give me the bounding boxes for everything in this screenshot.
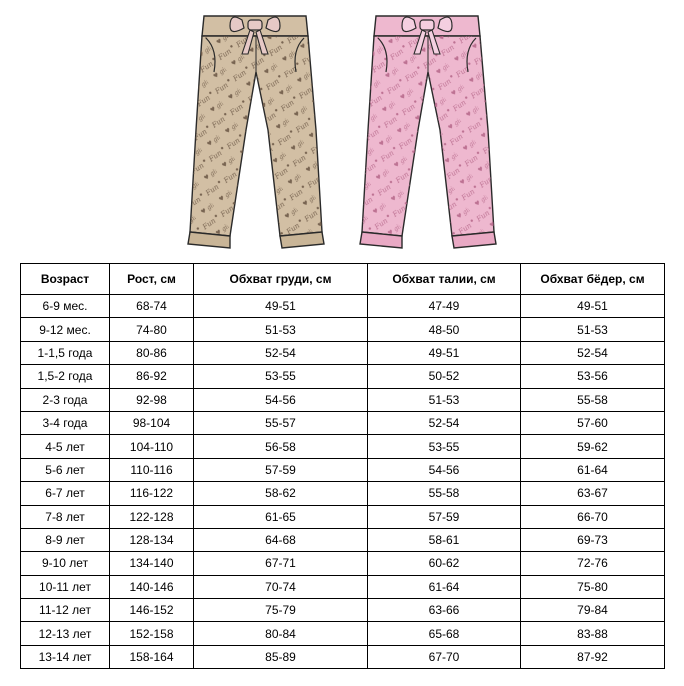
cell-height: 86-92 bbox=[110, 365, 194, 388]
cell-waist: 60-62 bbox=[368, 552, 521, 575]
table-row bbox=[21, 458, 665, 481]
table-row bbox=[21, 411, 665, 434]
cell-height: 74-80 bbox=[110, 318, 194, 341]
cell-height: 140-146 bbox=[110, 575, 194, 598]
table-row bbox=[21, 435, 665, 458]
cell-age: 5-6 лет bbox=[21, 458, 110, 481]
cell-waist: 63-66 bbox=[368, 599, 521, 622]
cell-height: 122-128 bbox=[110, 505, 194, 528]
cell-hips: 63-67 bbox=[521, 482, 665, 505]
cell-hips: 57-60 bbox=[521, 411, 665, 434]
cell-hips: 79-84 bbox=[521, 599, 665, 622]
pink-pants-icon bbox=[356, 10, 501, 255]
cell-hips: 53-56 bbox=[521, 365, 665, 388]
table-row bbox=[21, 552, 665, 575]
cell-chest: 51-53 bbox=[194, 318, 368, 341]
table-header-row bbox=[21, 264, 665, 295]
cell-height: 116-122 bbox=[110, 482, 194, 505]
header-age: Возраст bbox=[21, 264, 110, 295]
cell-chest: 55-57 bbox=[194, 411, 368, 434]
cell-age: 7-8 лет bbox=[21, 505, 110, 528]
cell-height: 128-134 bbox=[110, 528, 194, 551]
cell-age: 12-13 лет bbox=[21, 622, 110, 645]
cell-height: 110-116 bbox=[110, 458, 194, 481]
cell-age: 8-9 лет bbox=[21, 528, 110, 551]
cell-age: 2-3 года bbox=[21, 388, 110, 411]
cell-hips: 72-76 bbox=[521, 552, 665, 575]
cell-chest: 57-59 bbox=[194, 458, 368, 481]
table-row bbox=[21, 528, 665, 551]
cell-hips: 59-62 bbox=[521, 435, 665, 458]
cell-age: 9-10 лет bbox=[21, 552, 110, 575]
table-row bbox=[21, 622, 665, 645]
cell-age: 6-7 лет bbox=[21, 482, 110, 505]
cell-waist: 65-68 bbox=[368, 622, 521, 645]
cell-chest: 64-68 bbox=[194, 528, 368, 551]
cell-height: 98-104 bbox=[110, 411, 194, 434]
cell-hips: 66-70 bbox=[521, 505, 665, 528]
table-row bbox=[21, 365, 665, 388]
cell-hips: 83-88 bbox=[521, 622, 665, 645]
cell-waist: 47-49 bbox=[368, 295, 521, 318]
cell-hips: 55-58 bbox=[521, 388, 665, 411]
cell-height: 68-74 bbox=[110, 295, 194, 318]
cell-chest: 52-54 bbox=[194, 341, 368, 364]
cell-age: 1-1,5 года bbox=[21, 341, 110, 364]
cell-waist: 58-61 bbox=[368, 528, 521, 551]
cell-hips: 51-53 bbox=[521, 318, 665, 341]
cell-waist: 51-53 bbox=[368, 388, 521, 411]
table-row bbox=[21, 575, 665, 598]
cell-chest: 67-71 bbox=[194, 552, 368, 575]
cell-hips: 75-80 bbox=[521, 575, 665, 598]
cell-hips: 49-51 bbox=[521, 295, 665, 318]
cell-chest: 56-58 bbox=[194, 435, 368, 458]
cell-age: 3-4 года bbox=[21, 411, 110, 434]
cell-age: 6-9 мес. bbox=[21, 295, 110, 318]
cell-chest: 61-65 bbox=[194, 505, 368, 528]
product-illustrations bbox=[0, 0, 684, 262]
cell-chest: 53-55 bbox=[194, 365, 368, 388]
cell-chest: 75-79 bbox=[194, 599, 368, 622]
cell-waist: 50-52 bbox=[368, 365, 521, 388]
cell-waist: 49-51 bbox=[368, 341, 521, 364]
cell-height: 92-98 bbox=[110, 388, 194, 411]
cell-hips: 52-54 bbox=[521, 341, 665, 364]
table-row bbox=[21, 599, 665, 622]
cell-age: 1,5-2 года bbox=[21, 365, 110, 388]
table-row bbox=[21, 645, 665, 668]
cell-chest: 58-62 bbox=[194, 482, 368, 505]
cell-waist: 52-54 bbox=[368, 411, 521, 434]
header-hips: Обхват бёдер, см bbox=[521, 264, 665, 295]
cell-chest: 54-56 bbox=[194, 388, 368, 411]
cell-hips: 69-73 bbox=[521, 528, 665, 551]
cell-chest: 70-74 bbox=[194, 575, 368, 598]
cell-chest: 80-84 bbox=[194, 622, 368, 645]
cell-height: 80-86 bbox=[110, 341, 194, 364]
cell-waist: 61-64 bbox=[368, 575, 521, 598]
cell-height: 158-164 bbox=[110, 645, 194, 668]
cell-height: 104-110 bbox=[110, 435, 194, 458]
cell-age: 11-12 лет bbox=[21, 599, 110, 622]
cell-hips: 61-64 bbox=[521, 458, 665, 481]
table-row bbox=[21, 318, 665, 341]
table-row bbox=[21, 388, 665, 411]
table-body bbox=[21, 295, 665, 669]
cell-waist: 55-58 bbox=[368, 482, 521, 505]
cell-waist: 54-56 bbox=[368, 458, 521, 481]
header-waist: Обхват талии, см bbox=[368, 264, 521, 295]
cell-height: 146-152 bbox=[110, 599, 194, 622]
cell-hips: 87-92 bbox=[521, 645, 665, 668]
cell-chest: 85-89 bbox=[194, 645, 368, 668]
table-row bbox=[21, 295, 665, 318]
cell-age: 9-12 мес. bbox=[21, 318, 110, 341]
cell-height: 134-140 bbox=[110, 552, 194, 575]
header-height: Рост, см bbox=[110, 264, 194, 295]
table-row bbox=[21, 482, 665, 505]
beige-pants-icon bbox=[184, 10, 329, 255]
cell-chest: 49-51 bbox=[194, 295, 368, 318]
cell-age: 4-5 лет bbox=[21, 435, 110, 458]
cell-waist: 53-55 bbox=[368, 435, 521, 458]
cell-age: 13-14 лет bbox=[21, 645, 110, 668]
table-row bbox=[21, 505, 665, 528]
cell-waist: 57-59 bbox=[368, 505, 521, 528]
cell-waist: 67-70 bbox=[368, 645, 521, 668]
cell-waist: 48-50 bbox=[368, 318, 521, 341]
cell-age: 10-11 лет bbox=[21, 575, 110, 598]
table-row bbox=[21, 341, 665, 364]
cell-height: 152-158 bbox=[110, 622, 194, 645]
header-chest: Обхват груди, см bbox=[194, 264, 368, 295]
size-chart-table bbox=[20, 263, 665, 669]
